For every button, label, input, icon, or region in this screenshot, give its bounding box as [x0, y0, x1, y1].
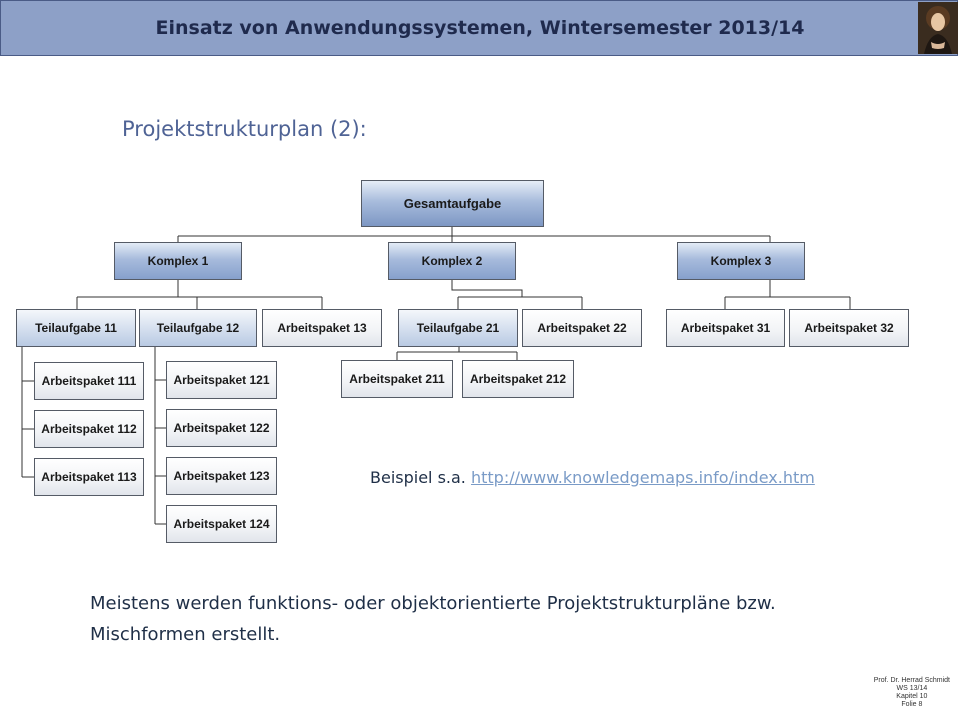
slide-title: Projektstrukturplan (2): — [122, 117, 367, 141]
wbs-complex-2: Komplex 2 — [388, 242, 516, 280]
wbs-root: Gesamtaufgabe — [361, 180, 544, 227]
wbs-complex-3: Komplex 3 — [677, 242, 805, 280]
wbs-node-arbeitspaket-32: Arbeitspaket 32 — [789, 309, 909, 347]
footer-semester: WS 13/14 — [896, 685, 928, 692]
wbs-node-teilaufgabe-11: Teilaufgabe 11 — [16, 309, 136, 347]
footer-chapter: Kapitel 10 — [896, 693, 928, 700]
wbs-node-arbeitspaket-112: Arbeitspaket 112 — [34, 410, 144, 448]
wbs-node-arbeitspaket-124: Arbeitspaket 124 — [166, 505, 277, 543]
wbs-node-arbeitspaket-113: Arbeitspaket 113 — [34, 458, 144, 496]
wbs-node-arbeitspaket-111: Arbeitspaket 111 — [34, 362, 144, 400]
footer-slide-number: Folie 8 — [901, 701, 923, 708]
slide-footer — [874, 677, 950, 709]
wbs-node-arbeitspaket-13: Arbeitspaket 13 — [262, 309, 382, 347]
wbs-complex-1: Komplex 1 — [114, 242, 242, 280]
wbs-node-arbeitspaket-121: Arbeitspaket 121 — [166, 361, 277, 399]
wbs-node-arbeitspaket-122: Arbeitspaket 122 — [166, 409, 277, 447]
wbs-node-arbeitspaket-211: Arbeitspaket 211 — [341, 360, 453, 398]
wbs-node-arbeitspaket-22: Arbeitspaket 22 — [522, 309, 642, 347]
wbs-node-arbeitspaket-31: Arbeitspaket 31 — [666, 309, 785, 347]
example-reference — [370, 468, 815, 487]
summary-text: Meistens werden funktions- oder objektorientierte Projektstrukturpläne bzw. Mischformen erstellt. — [90, 593, 776, 645]
wbs-node-arbeitspaket-212: Arbeitspaket 212 — [462, 360, 574, 398]
footer-author: Prof. Dr. Herrad Schmidt — [873, 677, 950, 684]
example-link[interactable]: http://www.knowledgemaps.info/index.htm — [470, 468, 815, 487]
header-title: Einsatz von Anwendungssystemen, Wintersemester 2013/14 — [155, 17, 805, 39]
wbs-node-teilaufgabe-21: Teilaufgabe 21 — [398, 309, 518, 347]
example-prefix: Beispiel s.a. — [370, 468, 471, 487]
wbs-node-teilaufgabe-12: Teilaufgabe 12 — [139, 309, 257, 347]
wbs-node-arbeitspaket-123: Arbeitspaket 123 — [166, 457, 277, 495]
